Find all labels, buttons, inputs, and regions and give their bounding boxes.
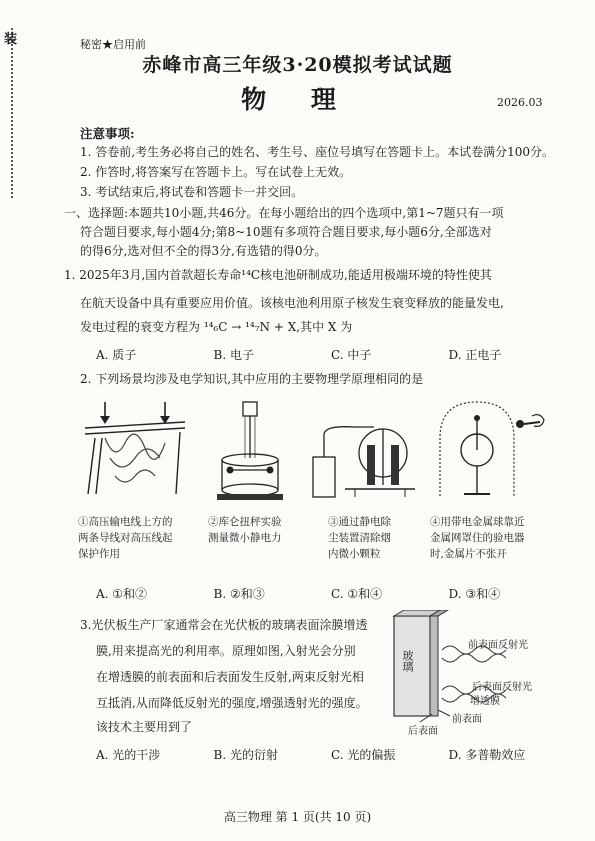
back-surface-label: 后表面 xyxy=(408,726,438,737)
option-a[interactable]: A. 质子 xyxy=(96,348,137,362)
front-surface-label: 前表面 xyxy=(452,714,482,725)
section-instructions: 的得6分,选对但不全的得3分,有选错的得0分。 xyxy=(80,244,327,258)
figure-caption-3: ③通过静电除 尘装置清除烟 内微小颗粒 xyxy=(328,516,391,560)
q2-stem: 2. 下列场景均涉及电学知识,其中应用的主要物理学原理相同的是 xyxy=(80,372,424,386)
exam-title: 赤峰市高三年级3·20模拟考试试题 xyxy=(142,54,453,76)
section-instructions: 符合题目要求,每小题4分;第8~10题有多项符合题目要求,每小题6分,全部选对 xyxy=(80,225,492,239)
q2-options xyxy=(96,585,566,602)
option-a[interactable]: A. ①和② xyxy=(96,587,148,601)
option-d[interactable]: D. 多普勒效应 xyxy=(448,748,526,762)
q3-options xyxy=(96,746,566,763)
antireflection-figure xyxy=(390,610,570,735)
power-line-figure xyxy=(80,398,190,498)
notice-title: 注意事项: xyxy=(80,126,135,141)
q3-stem: 在增透膜的前表面和后表面发生反射,两束反射光相 xyxy=(96,670,364,684)
q1-stem: 在航天设备中具有重要应用价值。该核电池利用原子核发生衰变释放的能量发电, xyxy=(80,296,504,310)
notice-item: 1. 答卷前,考生务必将自己的姓名、考生号、座位号填写在答题卡上。本试卷满分100分。 xyxy=(80,145,554,159)
option-c[interactable]: C. 光的偏振 xyxy=(331,748,396,762)
q1-options xyxy=(96,346,566,363)
secret-label: 秘密★启用前 xyxy=(80,38,146,51)
notice-item: 2. 作答时,将答案写在答题卡上。写在试卷上无效。 xyxy=(80,165,352,179)
option-b[interactable]: B. 光的衍射 xyxy=(213,748,278,762)
subject-title: 物 理 xyxy=(241,85,354,114)
film-label: 增透膜 xyxy=(470,696,500,707)
option-b[interactable]: B. 电子 xyxy=(213,348,254,362)
option-c[interactable]: C. ①和④ xyxy=(331,587,383,601)
option-c[interactable]: C. 中子 xyxy=(331,348,372,362)
electroscope-figure xyxy=(432,398,547,500)
exam-date: 2026.03 xyxy=(497,96,543,109)
notice-item: 3. 考试结束后,将试卷和答题卡一并交回。 xyxy=(80,185,304,199)
back-reflect-label: 后表面反射光 xyxy=(472,682,532,693)
figure-caption-1: ①高压输电线上方的 两条导线对高压线起 保护作用 xyxy=(78,516,173,560)
option-d[interactable]: D. 正电子 xyxy=(448,348,502,362)
precipitator-figure xyxy=(305,405,420,500)
figure-caption-2: ②库仑扭秤实验 测量微小静电力 xyxy=(208,516,282,544)
front-reflect-label: 前表面反射光 xyxy=(468,640,528,651)
option-a[interactable]: A. 光的干涉 xyxy=(96,748,161,762)
q3-stem: 该技术主要用到了 xyxy=(96,720,193,734)
q1-stem: 1. 2025年3月,国内首款超长寿命¹⁴C核电池研制成功,能适用极端环境的特性使其 xyxy=(64,268,492,282)
page-footer: 高三物理 第 1 页(共 10 页) xyxy=(223,810,372,824)
figure-caption-4: ④用带电金属球靠近 金属网罩住的验电器 时,金属片不张开 xyxy=(430,516,525,560)
binding-mark: 装 xyxy=(4,32,18,47)
q3-stem: 3.光伏板生产厂家通常会在光伏板的玻璃表面涂膜增透 xyxy=(80,618,368,632)
glass-label: 玻璃 xyxy=(401,650,414,672)
torsion-balance-figure xyxy=(205,398,295,503)
section-instructions: 一、选择题:本题共10小题,共46分。在每小题给出的四个选项中,第1~7题只有一项 xyxy=(64,206,504,220)
q3-stem: 互抵消,从而降低反射光的强度,增强透射光的强度。 xyxy=(96,696,368,710)
q1-stem: 发电过程的衰变方程为 ¹⁴₆C → ¹⁴₇N + X,其中 X 为 xyxy=(80,320,353,334)
option-b[interactable]: B. ②和③ xyxy=(213,587,265,601)
q3-stem: 膜,用来提高光的利用率。原理如图,入射光会分别 xyxy=(96,644,356,658)
option-d[interactable]: D. ③和④ xyxy=(448,587,501,601)
